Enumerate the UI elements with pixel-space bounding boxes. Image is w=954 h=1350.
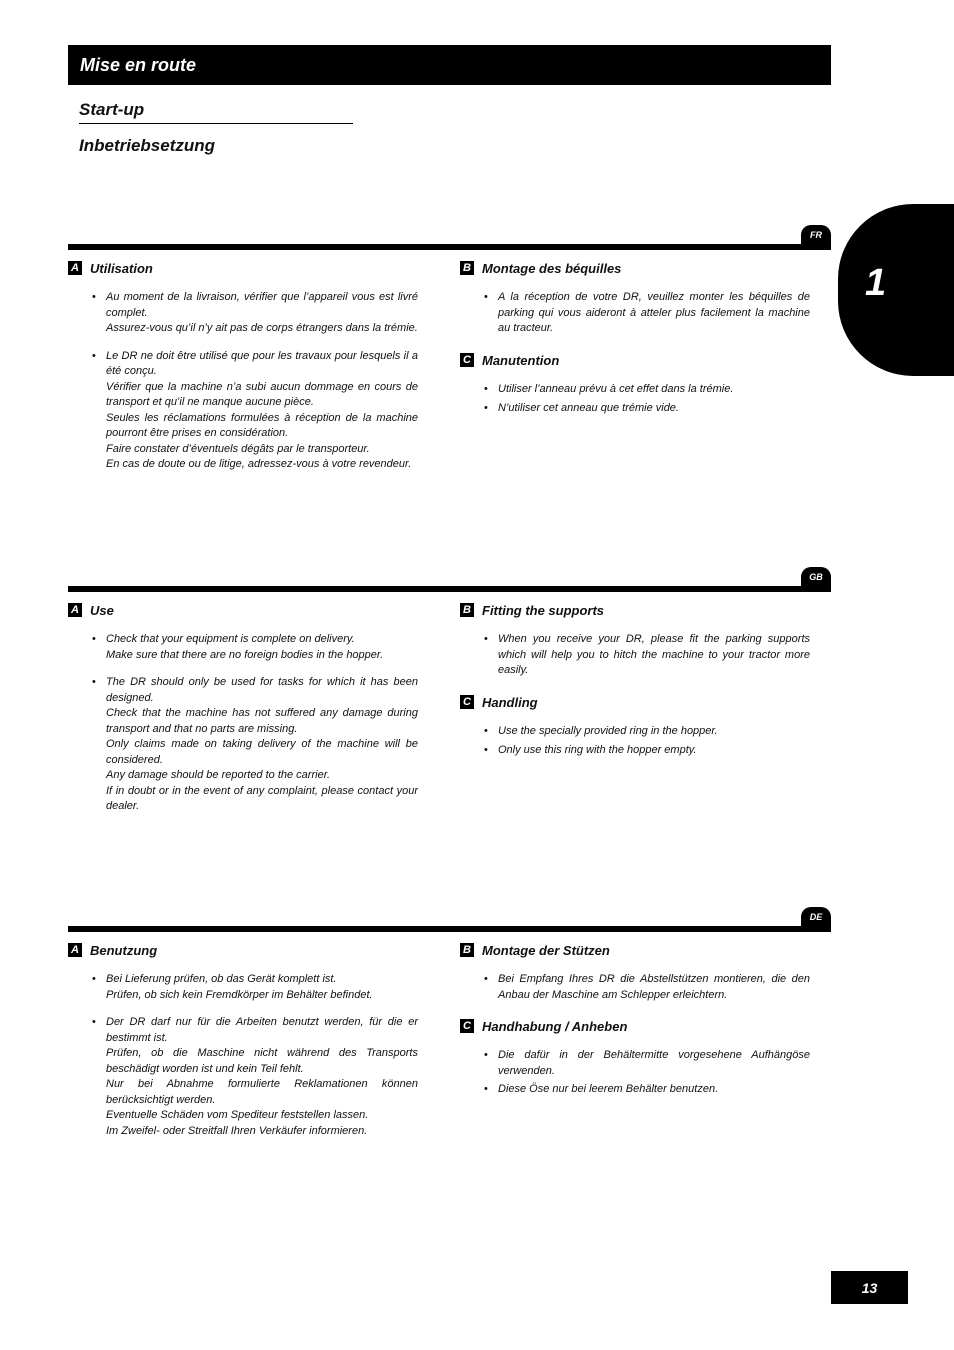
list-item — [460, 972, 810, 1003]
subtitle-de: Inbetriebsetzung — [79, 136, 216, 155]
list-item-paragraph: The DR should only be used for tasks for which it has been designed. — [106, 676, 418, 704]
section-heading-title: Manutention — [482, 352, 560, 368]
list-item — [68, 1015, 418, 1139]
list-item — [68, 290, 418, 337]
section-rule-fr — [68, 244, 831, 250]
list-item — [460, 724, 810, 740]
language-badge-de: DE — [801, 907, 831, 927]
section-letter: B — [460, 603, 474, 617]
list-item-paragraph: Im Zweifel- oder Streitfall Ihren Verkäufer informieren. — [106, 1124, 368, 1137]
list-item-paragraph: Le DR ne doit être utilisé que pour les travaux pour lesquels il a été conçu. — [106, 349, 418, 377]
bullet-icon: • — [92, 291, 96, 303]
section-heading — [68, 942, 418, 958]
bullet-icon: • — [92, 349, 96, 362]
bullet-icon: • — [484, 973, 488, 985]
language-badge-gb: GB — [801, 567, 831, 587]
section-heading-title: Montage des béquilles — [482, 260, 622, 276]
section-heading-title: Handling — [482, 694, 538, 710]
list-item-paragraph: Check that your equipment is complete on delivery. — [106, 633, 355, 645]
section-rule-de — [68, 926, 831, 932]
list-item-paragraph: Check that the machine has not suffered any damage during transport and that no parts are missing. — [106, 707, 418, 735]
section-heading — [460, 694, 810, 710]
gb-col-a — [68, 602, 418, 827]
list-item — [68, 349, 418, 473]
bullet-icon: • — [484, 725, 488, 737]
de-col-a — [68, 942, 418, 1151]
gb-col-b — [460, 602, 810, 682]
section-heading-title: Benutzung — [90, 942, 158, 958]
bullet-icon: • — [484, 1083, 488, 1095]
section-heading — [460, 1018, 810, 1034]
list-item-paragraph: Vérifier que la machine n’a subi aucun dommage en cours de transport et qu’il ne manque aucune pièce. — [106, 380, 418, 408]
list-item-paragraph: When you receive your DR, please fit the parking supports which will help you to hitch the machine to your tractor more easily. — [498, 633, 810, 676]
section-letter: A — [68, 603, 82, 617]
section-heading — [460, 260, 810, 276]
de-col-b — [460, 942, 810, 1006]
list-item-paragraph: Faire constater d’éventuels dégâts par le transporteur. — [106, 442, 370, 455]
section-title-bar — [68, 45, 831, 85]
section-heading-title: Montage der Stützen — [482, 942, 610, 958]
list-item — [68, 972, 418, 1003]
chapter-number: 1 — [865, 262, 887, 304]
bullet-icon: • — [484, 633, 488, 645]
section-letter: A — [68, 261, 82, 275]
bullet-icon: • — [92, 633, 96, 645]
list-item-paragraph: Der DR darf nur für die Arbeiten benutzt werden, für die er bestimmt ist. — [106, 1016, 418, 1044]
section-letter: C — [460, 353, 474, 367]
list-item — [460, 632, 810, 679]
section-letter: B — [460, 261, 474, 275]
subtitle-en: Start-up — [79, 100, 353, 124]
section-letter: A — [68, 943, 82, 957]
list-item — [68, 632, 418, 663]
section-heading-title: Handhabung / Anheben — [482, 1018, 628, 1034]
section-letter: C — [460, 695, 474, 709]
section-heading — [68, 260, 418, 276]
list-item-paragraph: If in doubt or in the event of any complaint, please contact your dealer. — [106, 784, 418, 812]
section-heading-title: Fitting the supports — [482, 602, 605, 618]
fr-col-c — [460, 352, 810, 419]
bullet-icon: • — [92, 1016, 96, 1028]
list-item-paragraph: Utiliser l’anneau prévu à cet effet dans la trémie. — [498, 383, 734, 395]
list-item-paragraph: Diese Öse nur bei leerem Behälter benutzen. — [498, 1083, 719, 1095]
list-item — [68, 675, 418, 815]
list-item-paragraph: Seules les réclamations formulées à réception de la machine pourront être prises en considération. — [106, 411, 418, 439]
bullet-icon: • — [92, 676, 96, 688]
section-heading — [460, 942, 810, 958]
list-item-paragraph: Au moment de la livraison, vérifier que l’appareil vous est livré complet. — [106, 291, 418, 319]
list-item-paragraph: Only use this ring with the hopper empty. — [498, 743, 697, 756]
bullet-icon: • — [484, 291, 488, 303]
list-item — [460, 401, 810, 417]
list-item-paragraph: A la réception de votre DR, veuillez monter les béquilles de parking qui vous aideront à atteler plus facilement la machine au tracteur. — [498, 291, 810, 334]
list-item-paragraph: Eventuelle Schäden vom Spediteur feststellen lassen. — [106, 1109, 369, 1121]
list-item-paragraph: Prüfen, ob die Maschine nicht während des Transports beschädigt worden ist und kein Teil fehlt. — [106, 1047, 418, 1075]
bullet-icon: • — [484, 383, 488, 395]
section-heading — [460, 352, 810, 368]
section-rule-gb — [68, 586, 831, 592]
gb-col-c — [460, 694, 810, 761]
bullet-icon: • — [484, 1049, 488, 1061]
section-heading — [460, 602, 810, 618]
list-item-paragraph: Nur bei Abnahme formulierte Reklamationen können berücksichtigt werden. — [106, 1078, 418, 1106]
section-letter: C — [460, 1019, 474, 1033]
list-item-paragraph: En cas de doute ou de litige, adressez-vous à votre revendeur. — [106, 458, 412, 470]
list-item-paragraph: N’utiliser cet anneau que trémie vide. — [498, 401, 679, 414]
section-heading-title: Utilisation — [90, 260, 153, 276]
list-item-paragraph: Assurez-vous qu’il n’y ait pas de corps étrangers dans la trémie. — [106, 322, 418, 334]
list-item-paragraph: Bei Lieferung prüfen, ob das Gerät komplett ist. — [106, 973, 337, 985]
list-item — [460, 1082, 810, 1098]
chapter-tab — [838, 204, 954, 376]
list-item-paragraph: Any damage should be reported to the carrier. — [106, 769, 331, 781]
language-badge-fr: FR — [801, 225, 831, 245]
bullet-icon: • — [484, 743, 488, 756]
list-item-paragraph: Use the specially provided ring in the hopper. — [498, 725, 718, 737]
list-item — [460, 290, 810, 337]
list-item — [460, 1048, 810, 1079]
fr-col-b — [460, 260, 810, 340]
section-letter: B — [460, 943, 474, 957]
section-heading — [68, 602, 418, 618]
list-item-paragraph: Make sure that there are no foreign bodies in the hopper. — [106, 648, 384, 661]
de-col-c — [460, 1018, 810, 1101]
list-item-paragraph: Die dafür in der Behältermitte vorgesehene Aufhängöse verwenden. — [498, 1049, 810, 1077]
list-item-paragraph: Bei Empfang Ihres DR die Abstellstützen montieren, die den Anbau der Maschine am Schlepper erleichtern. — [498, 973, 810, 1001]
section-title: Mise en route — [80, 54, 197, 75]
fr-col-a — [68, 260, 418, 485]
list-item-paragraph: Prüfen, ob sich kein Fremdkörper im Behälter befindet. — [106, 988, 373, 1001]
bullet-icon: • — [92, 973, 96, 985]
list-item — [460, 743, 810, 759]
bullet-icon: • — [484, 401, 488, 414]
page-number: 13 — [831, 1271, 908, 1304]
list-item-paragraph: Only claims made on taking delivery of the machine will be considered. — [106, 738, 418, 766]
section-heading-title: Use — [90, 602, 114, 618]
list-item — [460, 382, 810, 398]
